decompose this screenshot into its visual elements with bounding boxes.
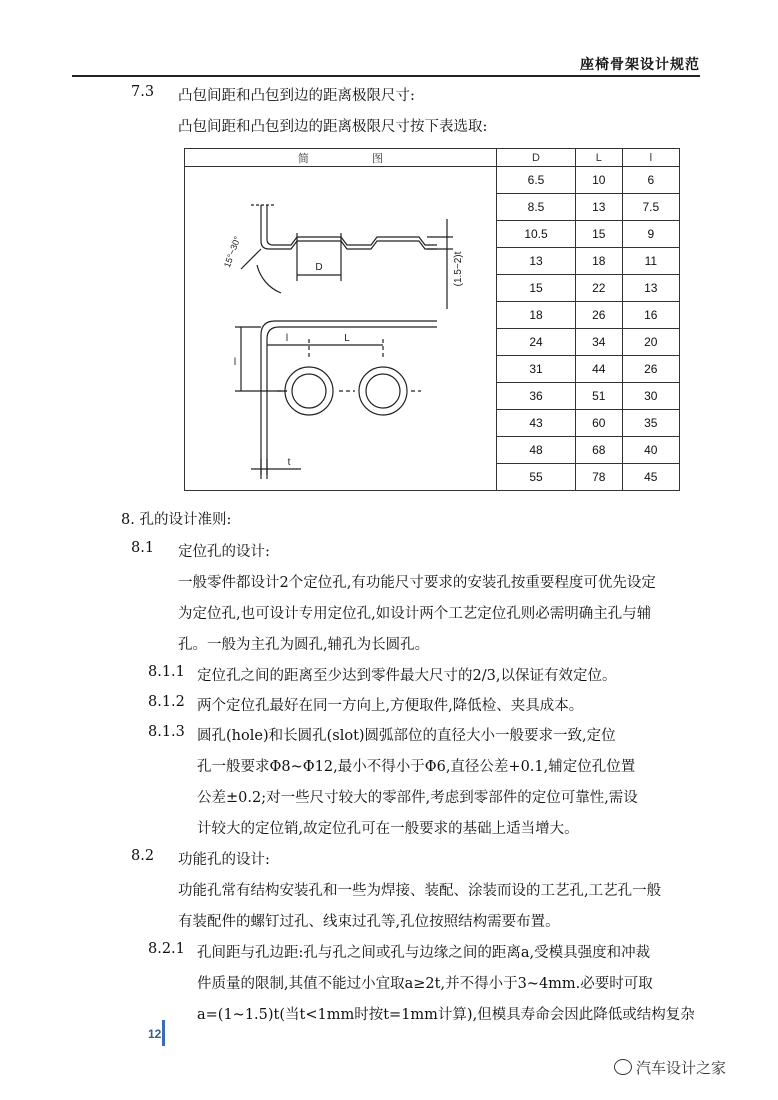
cell-l: 30 [622, 383, 679, 410]
cell-l: 45 [622, 464, 679, 491]
cell-L: 10 [576, 167, 623, 194]
cell-l: 7.5 [622, 194, 679, 221]
boss-drawing [191, 169, 491, 489]
fig-label-t: t [287, 456, 290, 468]
header-rule [72, 75, 700, 77]
cell-d: 6.5 [497, 167, 576, 194]
fig-label-l-side: l [233, 356, 236, 368]
cell-l: 40 [622, 437, 679, 464]
cell-d: 55 [497, 464, 576, 491]
boss-figure-cell [185, 167, 497, 491]
boss-section-view [241, 205, 453, 309]
item-8-2-1-line: 件质量的限制,其值不能过小宜取a≥2t,并不得小于3~4mm.必要时可取 [197, 976, 653, 992]
cell-d: 10.5 [497, 221, 576, 248]
item-8-1-3-line: 计较大的定位销,故定位孔可在一般要求的基础上适当增大。 [197, 821, 579, 837]
cell-L: 26 [576, 302, 623, 329]
cell-l: 6 [622, 167, 679, 194]
header-title: 座椅骨架设计规范 [580, 57, 700, 73]
paragraph-line: 有装配件的螺钉过孔、线束过孔等,孔位按照结构需要布置。 [178, 914, 560, 930]
cell-L: 18 [576, 248, 623, 275]
page-number: 12 [148, 1027, 162, 1041]
section-7-3-title: 凸包间距和凸包到边的距离极限尺寸: [178, 88, 415, 104]
table-header-d: D [497, 149, 576, 167]
item-8-2-1-line: a=(1~1.5)t(当t<1mm时按t=1mm计算),但模具寿命会因此降低或结构复杂 [197, 1007, 695, 1023]
paragraph-line: 一般零件都设计2个定位孔,有功能尺寸要求的安装孔按重要程度可优先设定 [178, 575, 656, 591]
item-8-1-2-text: 两个定位孔最好在同一方向上,方便取件,降低检、夹具成本。 [197, 698, 584, 714]
cell-d: 36 [497, 383, 576, 410]
cell-d: 48 [497, 437, 576, 464]
item-8-2-1-number: 8.2.1 [148, 941, 185, 957]
cell-d: 8.5 [497, 194, 576, 221]
item-8-1-3-line: 孔一般要求Φ8~Φ12,最小不得小于Φ6,直径公差+0.1,辅定位孔位置 [197, 759, 636, 775]
item-8-1-3-line: 圆孔(hole)和长圆孔(slot)圆弧部位的直径大小一般要求一致,定位 [197, 728, 616, 744]
cell-L: 22 [576, 275, 623, 302]
cell-d: 13 [497, 248, 576, 275]
cell-L: 78 [576, 464, 623, 491]
cell-L: 34 [576, 329, 623, 356]
section-8-1-title: 定位孔的设计: [178, 544, 270, 560]
cell-l: 16 [622, 302, 679, 329]
fig-label-L: L [343, 332, 350, 344]
footer-bar [162, 1020, 165, 1046]
table-header-l-upper: L [576, 149, 623, 167]
cell-L: 51 [576, 383, 623, 410]
section-8-2-number: 8.2 [131, 848, 155, 864]
cell-d: 31 [497, 356, 576, 383]
cell-l: 20 [622, 329, 679, 356]
paragraph-line: 为定位孔,也可设计专用定位孔,如设计两个工艺定位孔则必需明确主孔与辅 [178, 606, 652, 622]
cell-d: 18 [497, 302, 576, 329]
wechat-icon [614, 1059, 632, 1075]
cell-l: 35 [622, 410, 679, 437]
item-8-1-3-number: 8.1.3 [148, 724, 185, 740]
item-8-1-2-number: 8.1.2 [148, 694, 185, 710]
cell-l: 11 [622, 248, 679, 275]
item-8-1-1-number: 8.1.1 [148, 664, 185, 680]
table-header-figure-2: 图 [372, 152, 384, 165]
item-8-2-1-line: 孔间距与孔边距:孔与孔之间或孔与边缘之间的距离a,受模具强度和冲裁 [197, 945, 651, 961]
cell-L: 60 [576, 410, 623, 437]
paragraph-line: 功能孔常有结构安装孔和一些为焊接、装配、涂装而设的工艺孔,工艺孔一般 [178, 883, 662, 899]
paragraph-line: 孔。一般为主孔为圆孔,辅孔为长圆孔。 [178, 637, 430, 653]
table-header-figure-1: 简 [297, 152, 309, 165]
watermark [614, 1057, 726, 1078]
table-row [185, 167, 680, 194]
fig-label-d: D [314, 261, 323, 273]
cell-L: 68 [576, 437, 623, 464]
cell-l: 9 [622, 221, 679, 248]
cell-d: 15 [497, 275, 576, 302]
section-7-3-intro: 凸包间距和凸包到边的距离极限尺寸按下表选取: [178, 119, 488, 135]
cell-L: 44 [576, 356, 623, 383]
section-8-1-number: 8.1 [131, 540, 155, 556]
fig-label-tol: (1.5~2)t [452, 251, 464, 286]
cell-d: 24 [497, 329, 576, 356]
cell-l: 13 [622, 275, 679, 302]
item-8-1-1-text: 定位孔之间的距离至少达到零件最大尺寸的2/3,以保证有效定位。 [197, 668, 617, 684]
section-8-title: 8. 孔的设计准则: [121, 512, 232, 528]
table-header-figure [185, 149, 497, 167]
table-header-row [185, 149, 680, 167]
cell-L: 15 [576, 221, 623, 248]
table-header-l-lower: l [622, 149, 679, 167]
cell-L: 13 [576, 194, 623, 221]
cell-d: 43 [497, 410, 576, 437]
section-8-2-title: 功能孔的设计: [178, 852, 270, 868]
boss-plan-view [235, 321, 437, 479]
fig-label-angle: 15°~30° [221, 234, 242, 269]
section-7-3-number: 7.3 [131, 84, 155, 100]
watermark-text: 汽车设计之家 [636, 1059, 727, 1077]
item-8-1-3-line: 公差±0.2;对一些尺寸较大的零部件,考虑到零部件的定位可靠性,需设 [197, 790, 638, 806]
fig-label-l-top: l [285, 332, 288, 344]
boss-spacing-table [184, 148, 680, 491]
cell-l: 26 [622, 356, 679, 383]
